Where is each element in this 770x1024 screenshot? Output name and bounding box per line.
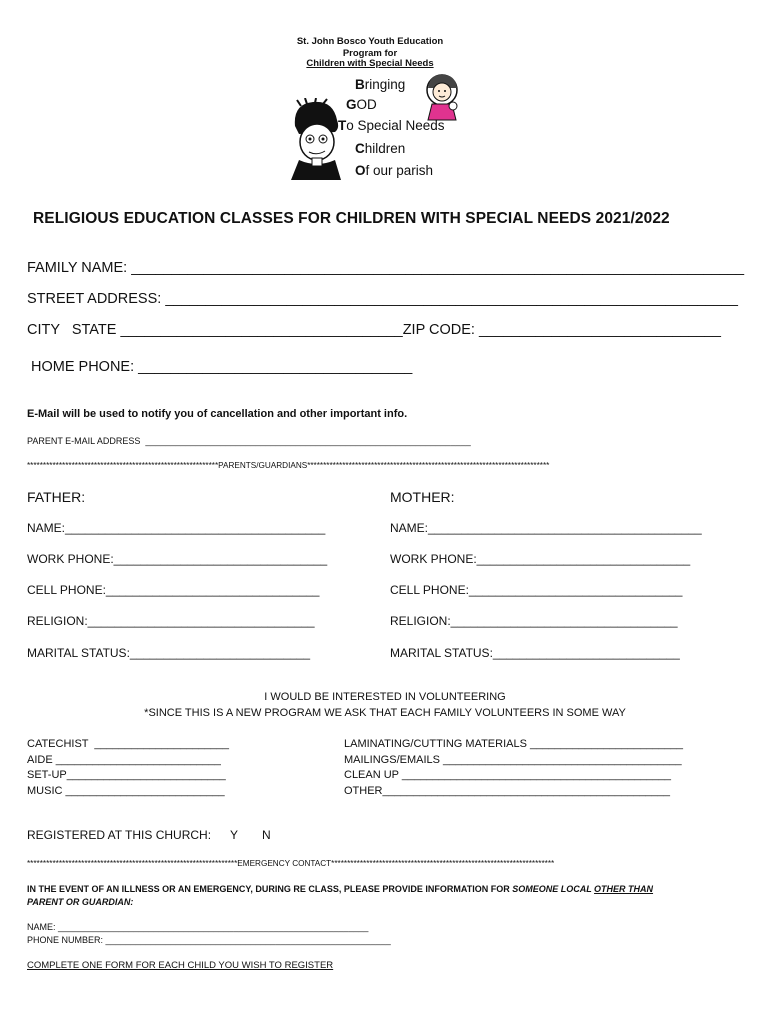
footer-instruction: COMPLETE ONE FORM FOR EACH CHILD YOU WISH TO REGISTER	[27, 960, 334, 971]
acrostic-line-3: To Special Needs	[338, 118, 445, 133]
volunteer-setup-field[interactable]: SET-UP__________________________	[27, 769, 226, 781]
volunteer-laminating-field[interactable]: LAMINATING/CUTTING MATERIALS _________________________	[344, 738, 683, 750]
father-name-field[interactable]: NAME:_______________________________________	[27, 521, 326, 535]
family-name-field[interactable]: FAMILY NAME: ____________________________________________________________________________	[27, 260, 745, 276]
volunteer-subheading: *SINCE THIS IS A NEW PROGRAM WE ASK THAT EACH FAMILY VOLUNTEERS IN SOME WAY	[144, 707, 626, 719]
mother-marital-field[interactable]: MARITAL STATUS:____________________________	[390, 646, 680, 660]
emergency-name-field[interactable]: NAME: ______________________________________________________________	[27, 922, 369, 932]
street-address-field[interactable]: STREET ADDRESS: _______________________________________________________________________	[27, 291, 738, 307]
volunteer-aide-field[interactable]: AIDE ___________________________	[27, 754, 221, 766]
volunteer-catechist-field[interactable]: CATECHIST ______________________	[27, 738, 230, 750]
parents-divider: ************************************************************PARENTS/GUARDIANS****************************************************************************	[27, 461, 550, 470]
email-note: E-Mail will be used to notify you of cancellation and other important info.	[27, 408, 408, 420]
acrostic-line-1: Bringing	[355, 77, 406, 92]
acrostic-line-5: Of our parish	[355, 163, 434, 178]
father-religion-field[interactable]: RELIGION:__________________________________	[27, 614, 315, 628]
mother-religion-field[interactable]: RELIGION:__________________________________	[390, 614, 678, 628]
volunteer-heading: I WOULD BE INTERESTED IN VOLUNTEERING	[264, 691, 506, 703]
emergency-note-line2: PARENT OR GUARDIAN:	[27, 897, 134, 907]
boy-illustration	[285, 98, 347, 180]
parent-email-field[interactable]: PARENT E-MAIL ADDRESS _________________________________________________________________	[27, 436, 471, 446]
registered-yes-option[interactable]: Y	[230, 828, 239, 842]
father-marital-field[interactable]: MARITAL STATUS:___________________________	[27, 646, 311, 660]
home-phone-field[interactable]: HOME PHONE: __________________________________	[31, 359, 413, 375]
city-state-zip-field[interactable]: CITY STATE ___________________________________ZIP CODE: ______________________________	[27, 322, 721, 338]
program-title-line1: St. John Bosco Youth Education	[296, 36, 444, 47]
emergency-phone-field[interactable]: PHONE NUMBER: _________________________________________________________	[27, 935, 391, 945]
acrostic-line-4: Children	[355, 141, 406, 156]
mother-cell-phone-field[interactable]: CELL PHONE:________________________________	[390, 583, 683, 597]
form-title: RELIGIOUS EDUCATION CLASSES FOR CHILDREN WITH SPECIAL NEEDS 2021/2022	[33, 210, 670, 227]
father-cell-phone-field[interactable]: CELL PHONE:________________________________	[27, 583, 320, 597]
program-title-line3: Children with Special Needs	[306, 58, 434, 69]
mother-name-field[interactable]: NAME:_________________________________________	[390, 521, 702, 535]
girl-illustration	[420, 72, 464, 122]
volunteer-music-field[interactable]: MUSIC __________________________	[27, 785, 225, 797]
volunteer-cleanup-field[interactable]: CLEAN UP ____________________________________________	[344, 769, 672, 781]
mother-work-phone-field[interactable]: WORK PHONE:________________________________	[390, 552, 691, 566]
emergency-divider: ******************************************************************EMERGENCY CONTACT**********************************************************************	[27, 859, 555, 868]
program-title-line2: Program for	[342, 48, 398, 59]
volunteer-other-field[interactable]: OTHER_______________________________________________	[344, 785, 671, 797]
mother-heading: MOTHER:	[390, 489, 455, 505]
acrostic-line-2: GOD	[346, 97, 377, 112]
father-heading: FATHER:	[27, 489, 86, 505]
registered-label: REGISTERED AT THIS CHURCH:	[27, 828, 212, 842]
father-work-phone-field[interactable]: WORK PHONE:________________________________	[27, 552, 328, 566]
emergency-note-line1: IN THE EVENT OF AN ILLNESS OR AN EMERGENCY, DURING RE CLASS, PLEASE PROVIDE INFORMATION FOR SOMEONE LOCAL OTHER THAN	[27, 884, 654, 894]
volunteer-mailings-field[interactable]: MAILINGS/EMAILS _______________________________________	[344, 754, 682, 766]
registered-no-option[interactable]: N	[262, 828, 271, 842]
